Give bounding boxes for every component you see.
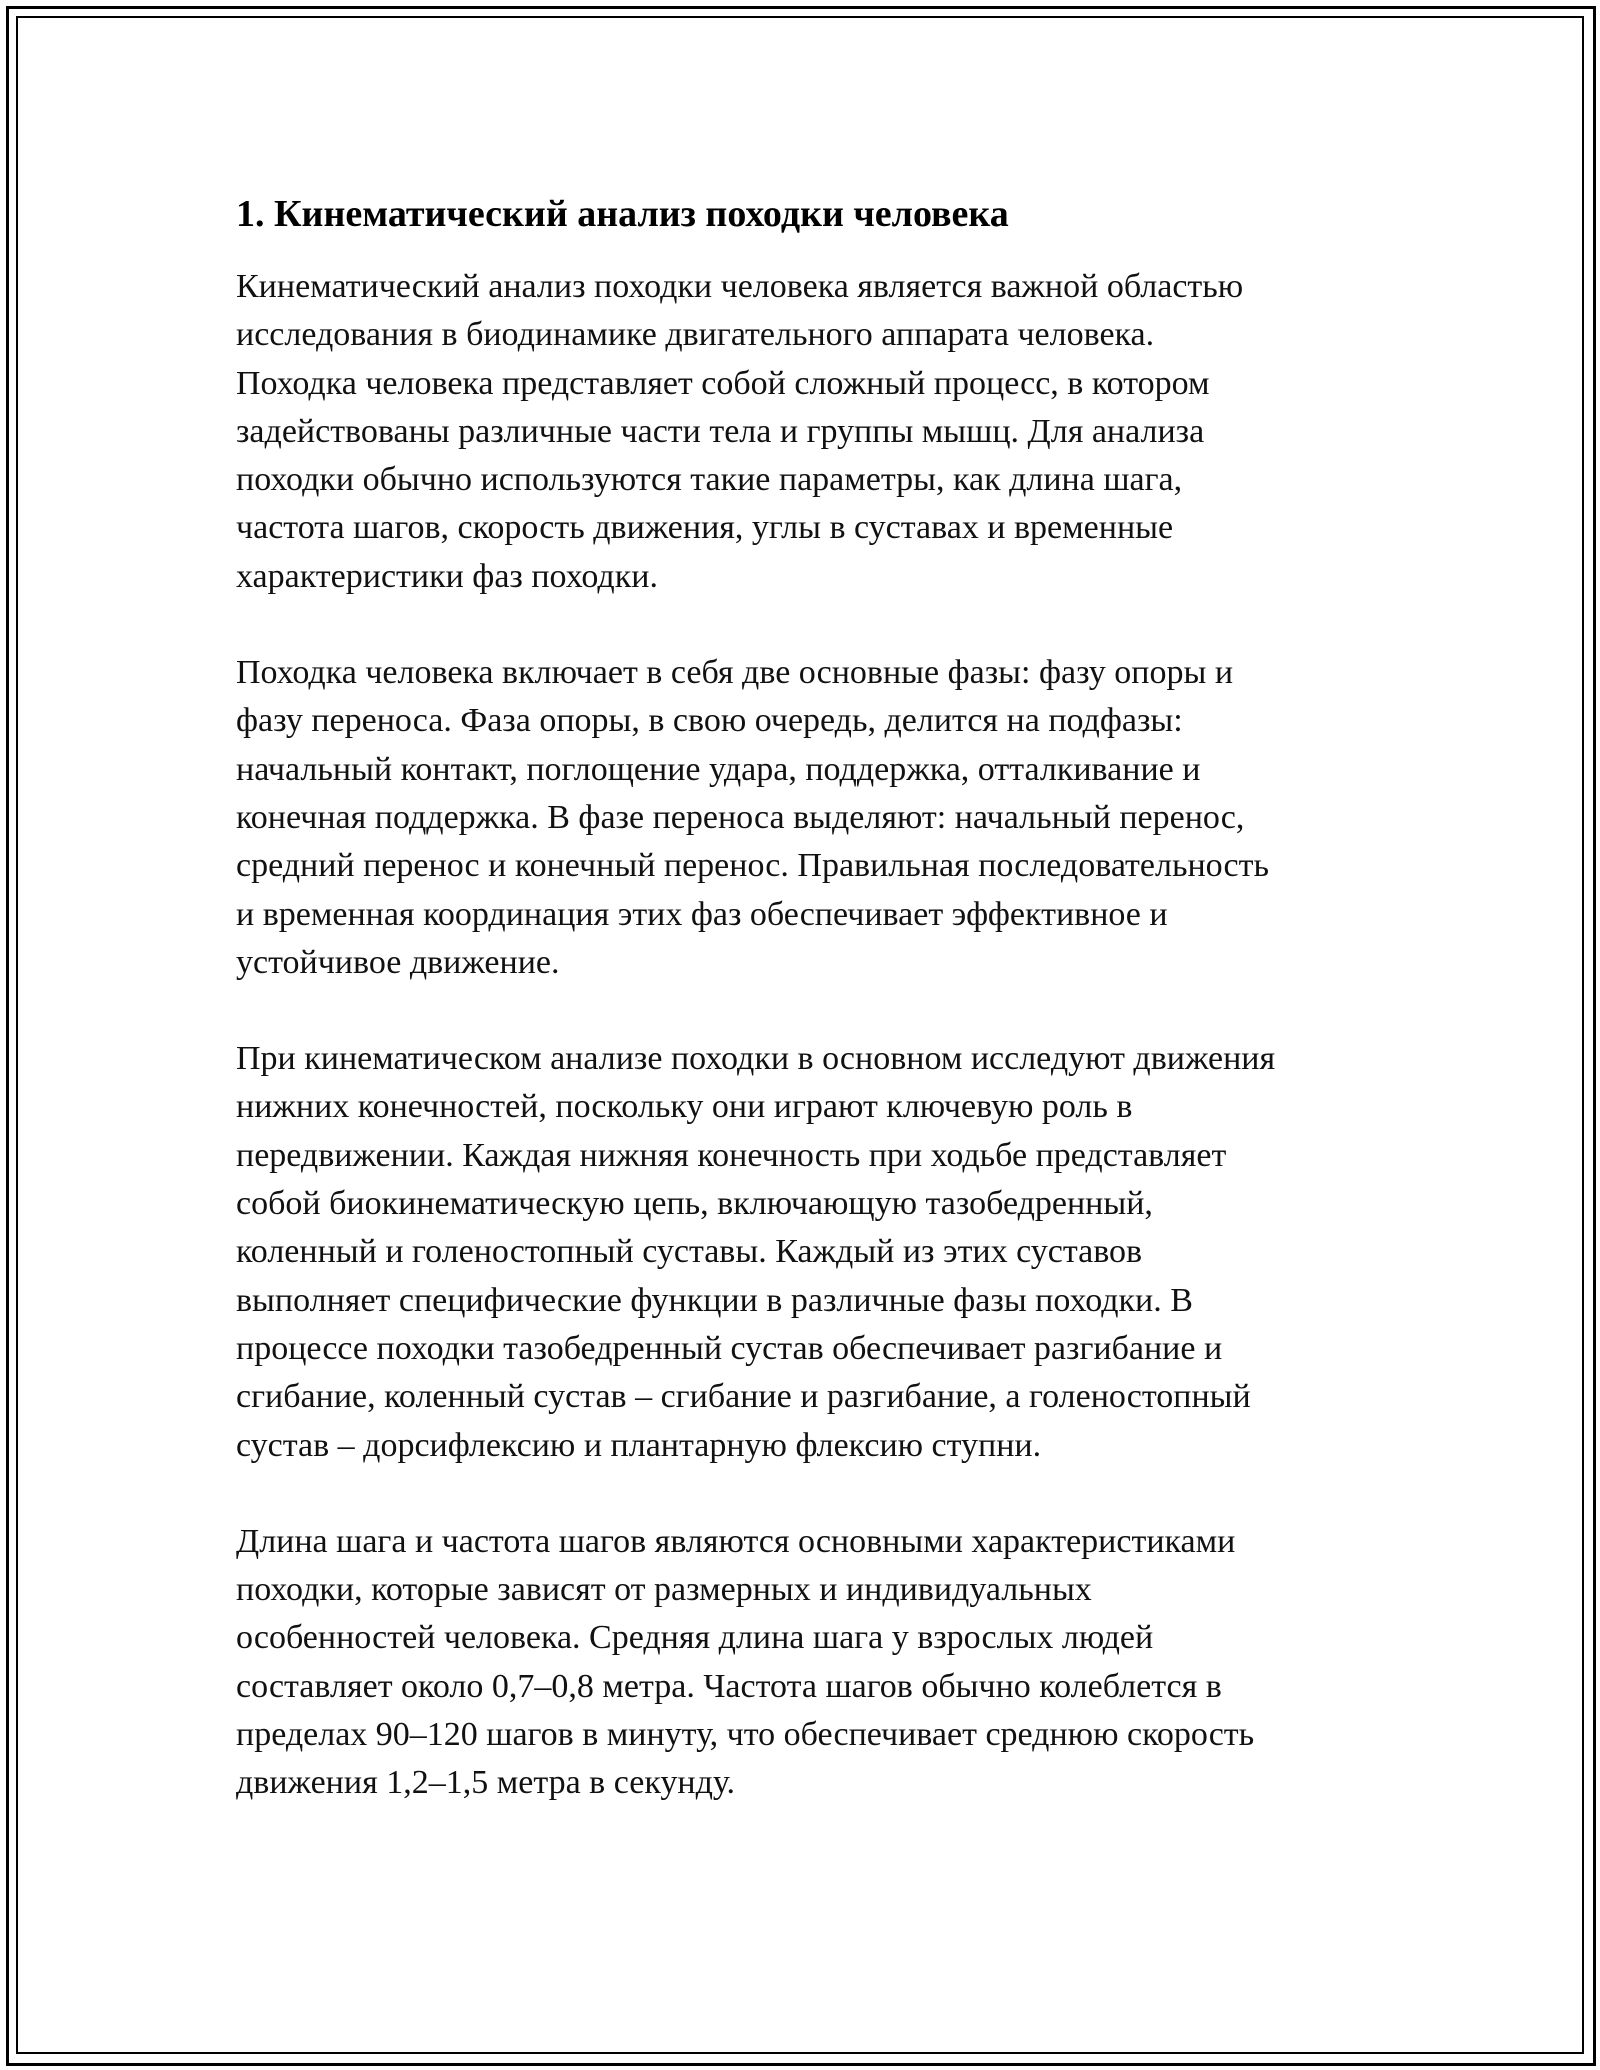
document-body [236, 186, 1416, 1856]
paragraph-gait-analysis-intro: Кинематический анализ походки человека является важной областью исследования в биодинамике двигательного аппарата человека. Походка человека представляет собой сложный процесс, в котором задействованы различные части тела и группы мышц. Для анализа походки обычно используются такие параметры, как длина шага, частота шагов, скорость движения, углы в суставах и временные характеристики фаз походки. [236, 268, 1244, 595]
section-heading: 1. Кинематический анализ походки человека [236, 193, 1009, 235]
paragraph-lower-limb-joints: При кинематическом анализе походки в основном исследуют движения нижних конечностей, поскольку они играют ключевую роль в передвижении. Каждая нижняя конечность при ходьбе представляет собой биокинематическую цепь, включающую тазобедренный, коленный и голеностопный суставы. Каждый из этих суставов выполняет специфические функции в различные фазы походки. В процессе походки тазобедренный сустав обеспечивает разгибание и сгибание, коленный сустав – сгибание и разгибание, а голеностопный сустав – дорсифлексию и плантарную флексию ступни. [236, 1040, 1276, 1464]
paragraph-gait-phases: Походка человека включает в себя две основные фазы: фазу опоры и фазу переноса. Фаза опоры, в свою очередь, делится на подфазы: начальный контакт, поглощение удара, поддержка, отталкивание и конечная поддержка. В фазе переноса выделяют: начальный перенос, средний перенос и конечный перенос. Правильная последовательность и временная координация этих фаз обеспечивает эффективное и устойчивое движение. [236, 654, 1269, 981]
paragraph-step-length-frequency: Длина шага и частота шагов являются основными характеристиками походки, которые зависят от размерных и индивидуальных особенностей человека. Средняя длина шага у взрослых людей составляет около 0,7–0,8 метра. Частота шагов обычно колеблется в пределах 90–120 шагов в минуту, что обеспечивает среднюю скорость движения 1,2–1,5 метра в секунду. [236, 1522, 1255, 1802]
